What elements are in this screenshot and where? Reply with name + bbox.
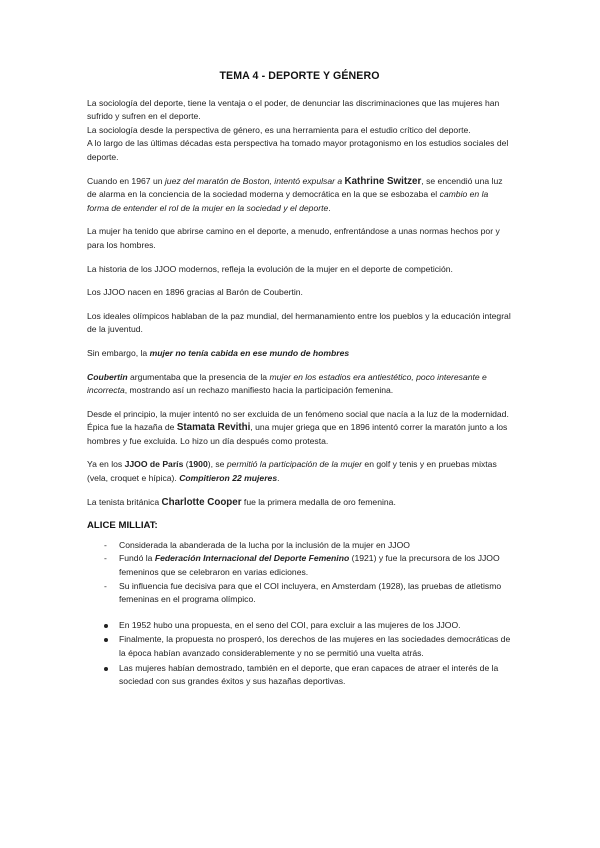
intro-paragraph-2: La sociología desde la perspectiva de género, es una herramienta para el estudio crítico del deporte. <box>87 124 471 135</box>
name-kathrine-switzer: Kathrine Switzer <box>344 175 422 187</box>
list-item: Las mujeres habían demostrado, también en el deporte, que eran capaces de atraer el interés de la sociedad con sus grandes éxitos y sus hazañas deportivas. <box>87 662 512 689</box>
page-title: TEMA 4 - DEPORTE Y GÉNERO <box>219 70 380 82</box>
paragraph-revithi: Desde el principio, la mujer intentó no ser excluida de un fenómeno social que nacía a la luz de la modernidad. Épica fue la hazaña de Stamata Revithi, una mujer griega que en 1896 intentó correr la maratón junto a los hombres y fue excluida. Lo hizo un día después como protesta. <box>87 408 509 446</box>
name-charlotte-cooper: Charlotte Cooper <box>161 496 242 508</box>
intro-block <box>87 97 512 165</box>
name-stamata-revithi: Stamata Revithi <box>176 422 251 434</box>
bullet-list <box>87 619 512 689</box>
list-item: - Su influencia fue decisiva para que el COI incluyera, en Amsterdam (1928), las pruebas de atletismo femeninas en el programa olímpico. <box>87 580 512 607</box>
list-item: - Fundó la Federación Internacional del Deporte Femenino (1921) y fue la precursora de los JJOO femeninos que se celebraron en varias ediciones. <box>87 552 512 579</box>
list-item: - Considerada la abanderada de la lucha por la inclusión de la mujer en JJOO <box>87 539 512 553</box>
list-item: Finalmente, la propuesta no prosperó, los derechos de las mujeres en las sociedades democráticas de la época habían avanzado considerablemente y no se permitió una vuelta atrás. <box>87 633 512 660</box>
intro-paragraph-1: La sociología del deporte, tiene la ventaja o el poder, de denunciar las discriminaciones que las mujeres han sufrido y sufren en el deporte. <box>87 97 500 122</box>
section-heading-alice-milliat: ALICE MILLIAT: <box>87 520 158 532</box>
paragraph-cooper: La tenista británica Charlotte Cooper fue la primera medalla de oro femenina. <box>87 496 396 508</box>
paragraph-historia: La historia de los JJOO modernos, refleja la evolución de la mujer en el deporte de competición. <box>87 263 453 274</box>
paragraph-camino: La mujer ha tenido que abrirse camino en el deporte, a menudo, enfrentándose a unas normas hechos por y para los hombres. <box>87 226 500 250</box>
paragraph-coubertin: Coubertin argumentaba que la presencia de la mujer en los estadios era antiestético, poco interesante e incorrecta, mostrando así un rechazo manifiesto hacia la participación femenina. <box>87 371 487 396</box>
paragraph-paris: Ya en los JJOO de París (1900), se permitió la participación de la mujer en golf y tenis y en pruebas mixtas (vela, croquet e hípica). Compitieron 22 mujeres. <box>87 459 497 484</box>
paragraph-sin-embargo: Sin embargo, la mujer no tenía cabida en ese mundo de hombres <box>87 347 350 358</box>
paragraph-ideales: Los ideales olímpicos hablaban de la paz mundial, del hermanamiento entre los pueblos y la educación integral de la juventud. <box>87 310 511 335</box>
intro-paragraph-3: A lo largo de las últimas décadas esta perspectiva ha tomado mayor protagonismo en los estudios sociales del deporte. <box>87 138 509 162</box>
paragraph-switzer: Cuando en 1967 un juez del maratón de Boston, intentó expulsar a Kathrine Switzer, se encendió una luz de alarma en la conciencia de la sociedad moderna y democrática en la que se esbozaba el cambio en la forma de entender el rol de la mujer en la sociedad y el deporte. <box>87 175 503 213</box>
dash-list <box>87 539 512 607</box>
list-item: En 1952 hubo una propuesta, en el seno del COI, para excluir a las mujeres de los JJOO. <box>87 619 512 633</box>
paragraph-nacen: Los JJOO nacen en 1896 gracias al Barón de Coubertin. <box>87 287 303 298</box>
